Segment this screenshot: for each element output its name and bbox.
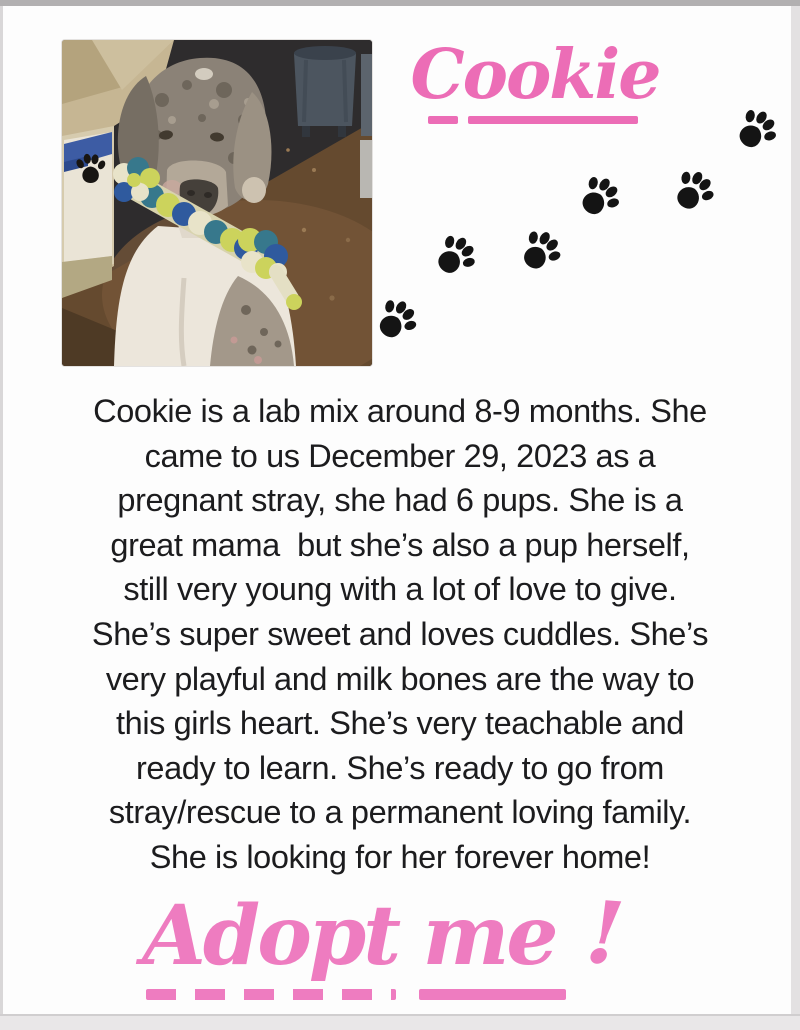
dog-name-title bbox=[385, 34, 685, 144]
page-border-left bbox=[0, 6, 3, 1014]
dog-name-text: Cookie bbox=[410, 35, 660, 115]
dog-photo bbox=[62, 40, 372, 366]
title-underline bbox=[385, 116, 685, 124]
page-border-top bbox=[0, 0, 800, 6]
paw-print-icon bbox=[365, 287, 430, 352]
cta-word-me: me bbox=[423, 886, 556, 1000]
description-line: very playful and milk bones are the way to bbox=[105, 660, 695, 697]
paw-print-icon bbox=[725, 97, 790, 162]
description-line: came to us December 29, 2023 as a bbox=[144, 437, 656, 474]
description-line: ready to learn. She’s ready to go from bbox=[136, 749, 664, 786]
description-line: Cookie is a lab mix around 8-9 months. She bbox=[93, 393, 707, 429]
description-line: stray/rescue to a permanent loving family. bbox=[108, 794, 692, 831]
description-line: great mama but she’s also a pup herself, bbox=[110, 526, 690, 563]
paw-print-icon bbox=[662, 158, 726, 222]
paw-print-icon bbox=[509, 218, 574, 283]
paw-print-icon bbox=[423, 222, 488, 287]
cta-exclamation: ! bbox=[582, 881, 628, 986]
page-border-right bbox=[791, 6, 800, 1028]
adopt-me-cta bbox=[0, 881, 766, 1000]
description-text bbox=[20, 389, 780, 880]
description-line: still very young with a lot of love to give. bbox=[123, 571, 677, 608]
description-line: this girls heart. She’s very teachable and bbox=[116, 705, 684, 742]
description-line: She’s super sweet and loves cuddles. She’s bbox=[91, 615, 709, 652]
description-line: She is looking for her forever home! bbox=[149, 838, 651, 875]
description-line: pregnant stray, she had 6 pups. She is a bbox=[117, 482, 683, 519]
paw-print-icon bbox=[568, 164, 633, 229]
cta-word-adopt: Adopt bbox=[142, 886, 398, 1000]
